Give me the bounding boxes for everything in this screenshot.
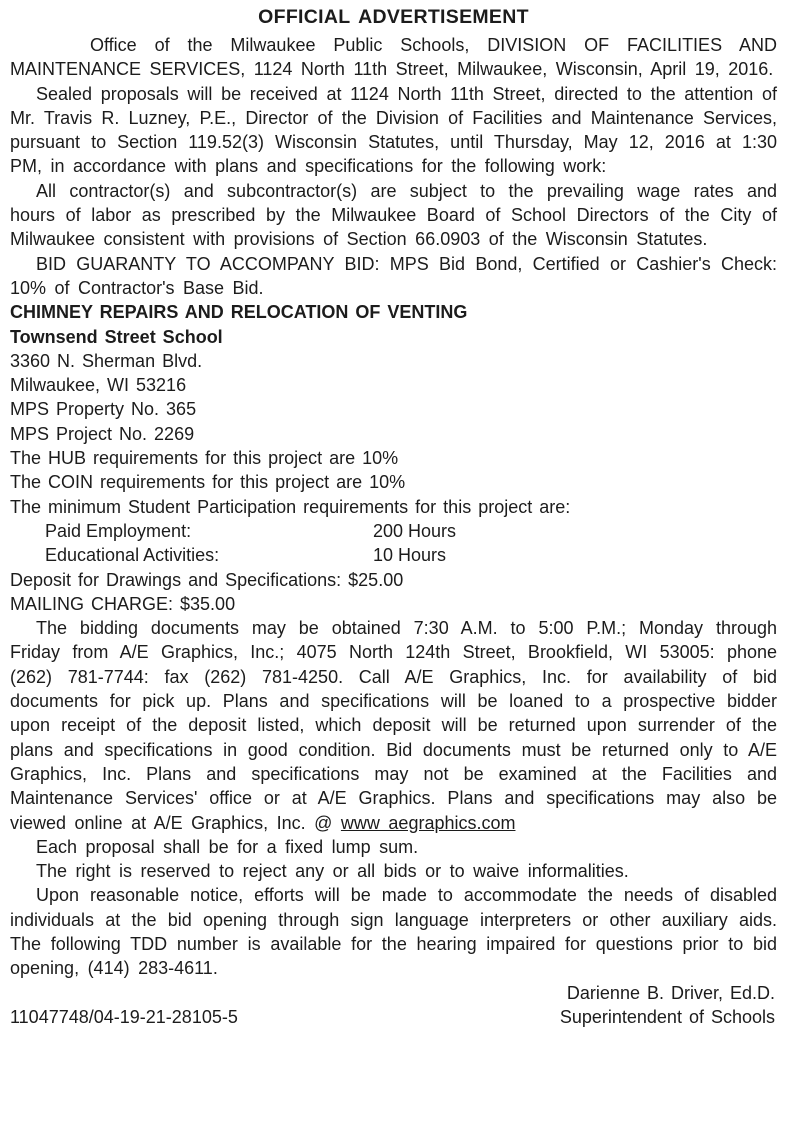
paragraph-bidding-documents-text: The bidding documents may be obtained 7:30 A.M. to 5:00 P.M.; Monday through Friday from A/E Graphics, Inc.; 4075 North 124th Street, Brookfield, WI 53005: phone (262) 781-7744: fax (262) 781-4250. Call A/E Graphics, Inc. for availability of bid documents for pick up. Plans and specifications will be loaned to a prospective bidder upon receipt of the deposit listed, which deposit will be returned upon surrender of the plans and specifications in good condition. Bid documents must be returned only to A/E Graphics, Inc. Plans and specifications may not be examined at the Facilities and Maintenance Services' office or at A/E Graphics. Plans and specifications may also be viewed online at A/E Graphics, Inc. @ bbox=[10, 618, 777, 833]
mailing-charge-line: MAILING CHARGE: $35.00 bbox=[10, 593, 236, 614]
participation-row-educational-activities-value: 10 Hours bbox=[373, 545, 447, 566]
signature-title: Superintendent of Schools bbox=[559, 1006, 775, 1027]
page-title: OFFICIAL ADVERTISEMENT bbox=[258, 6, 529, 28]
paragraph-accommodation: Upon reasonable notice, efforts will be made to accommodate the needs of disabled individuals at the bid opening through sign language interpreters or other auxiliary aids. The following TDD number is available for the hearing impaired for questions prior to bid opening, (414) 283-4611. bbox=[10, 885, 777, 979]
deposit-line: Deposit for Drawings and Specifications: $25.00 bbox=[10, 569, 404, 590]
school-city-state-zip: Milwaukee, WI 53216 bbox=[10, 375, 187, 396]
paragraph-lump-sum: Each proposal shall be for a fixed lump sum. bbox=[36, 836, 419, 857]
paragraph-bid-guaranty: BID GUARANTY TO ACCOMPANY BID: MPS Bid Bond, Certified or Cashier's Check: 10% of Contractor's Base Bid. bbox=[10, 253, 777, 298]
paragraph-sealed-proposals: Sealed proposals will be received at 1124 North 11th Street, directed to the attention of Mr. Travis R. Luzney, P.E., Director of the Division of Facilities and Maintenance Services, pursuant to Section 119.52(3) Wisconsin Statutes, until Thursday, May 12, 2016 at 1:30 PM, in accordance with plans and specifications for the following work: bbox=[10, 83, 777, 177]
participation-row-educational-activities-label: Educational Activities: bbox=[45, 545, 220, 566]
participation-row-paid-employment-value: 200 Hours bbox=[373, 520, 457, 541]
school-name: Townsend Street School bbox=[10, 326, 223, 347]
paragraph-office: Office of the Milwaukee Public Schools, DIVISION OF FACILITIES AND MAINTENANCE SERVICES, 1124 North 11th Street, Milwaukee, Wisconsin, April 19, 2016. bbox=[10, 35, 777, 80]
footer-row bbox=[10, 1005, 777, 1029]
paragraph-bidding-documents bbox=[10, 616, 777, 835]
coin-requirements: The COIN requirements for this project are 10% bbox=[10, 472, 406, 493]
hub-requirements: The HUB requirements for this project are 10% bbox=[10, 448, 399, 469]
footer-ad-number: 11047748/04-19-21-28105-5 bbox=[10, 1006, 238, 1027]
mps-property-number: MPS Property No. 365 bbox=[10, 399, 197, 420]
aegraphics-link[interactable]: www aegraphics.com bbox=[340, 812, 516, 833]
participation-row-paid-employment bbox=[10, 519, 777, 543]
student-participation-heading: The minimum Student Participation requirements for this project are: bbox=[10, 496, 571, 517]
signature-name: Darienne B. Driver, Ed.D. bbox=[566, 982, 775, 1003]
paragraph-prevailing-wage: All contractor(s) and subcontractor(s) are subject to the prevailing wage rates and hours of labor as prescribed by the Milwaukee Board of School Directors of the City of Milwaukee consistent with provisions of Section 66.0903 of the Wisconsin Statutes. bbox=[10, 180, 777, 250]
participation-row-educational-activities bbox=[10, 543, 777, 567]
mps-project-number: MPS Project No. 2269 bbox=[10, 423, 195, 444]
project-heading: CHIMNEY REPAIRS AND RELOCATION OF VENTING bbox=[10, 302, 468, 323]
school-address: 3360 N. Sherman Blvd. bbox=[10, 350, 203, 371]
paragraph-right-reserved: The right is reserved to reject any or all bids or to waive informalities. bbox=[36, 861, 629, 882]
participation-row-paid-employment-label: Paid Employment: bbox=[45, 520, 192, 541]
